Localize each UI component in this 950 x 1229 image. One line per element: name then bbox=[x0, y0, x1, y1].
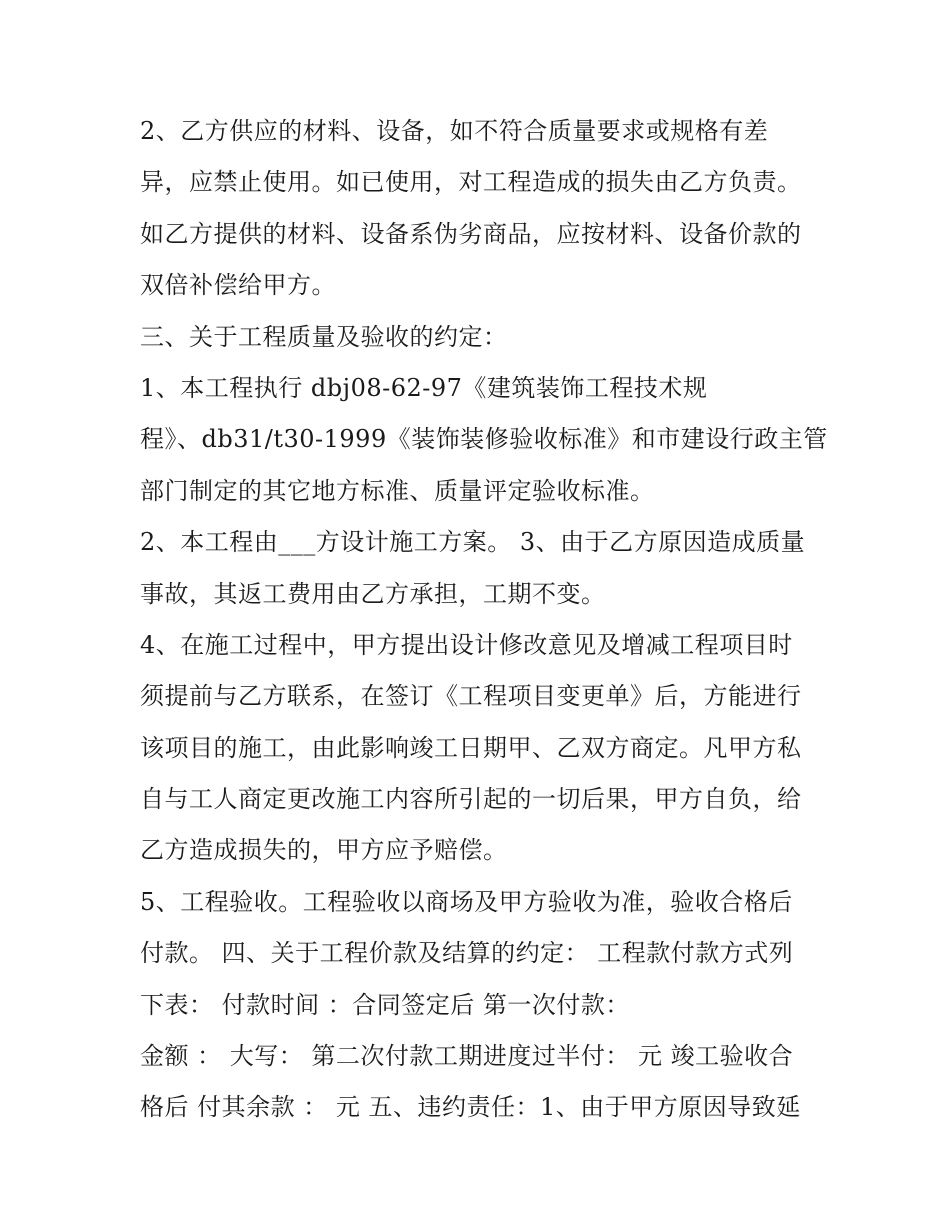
text-line-11: 4、在施工过程中，甲方提出设计修改意见及增减工程项目时 bbox=[140, 630, 793, 659]
text-line-7: 程》、db31/t30-1999《装饰装修验收标准》和市建设行政主管 bbox=[140, 425, 828, 454]
document-body bbox=[140, 106, 830, 1134]
text-line-2: 异，应禁止使用。如已使用，对工程造成的损失由乙方负责。 bbox=[140, 168, 802, 197]
text-line-13: 该项目的施工，由此影响竣工日期甲、乙双方商定。凡甲方私 bbox=[140, 733, 802, 762]
text-line-19: 金额 ： 大写： 第二次付款工期进度过半付： 元 竣工验收合 bbox=[140, 1042, 794, 1071]
text-line-1: 2、乙方供应的材料、设备，如不符合质量要求或规格有差 bbox=[140, 117, 769, 145]
text-line-6: 1、本工程执行 dbj08-62-97《建筑装饰工程技术规 bbox=[140, 373, 708, 402]
section-heading-quality: 三、关于工程质量及验收的约定： bbox=[140, 322, 508, 351]
text-line-4: 双倍补偿给甲方。 bbox=[140, 271, 336, 300]
text-line-14: 自与工人商定更改施工内容所引起的一切后果，甲方自负，给 bbox=[140, 785, 802, 814]
text-line-15: 乙方造成损失的，甲方应予赔偿。 bbox=[140, 836, 508, 865]
text-line-18: 下表： 付款时间 ：合同签定后 第一次付款： bbox=[140, 990, 630, 1019]
text-line-9: 2、本工程由___方设计施工方案。 3、由于乙方原因造成质量 bbox=[140, 528, 806, 557]
text-line-10: 事故，其返工费用由乙方承担，工期不变。 bbox=[140, 579, 606, 608]
text-line-20: 格后 付其余款 ： 元 五、违约责任：1、由于甲方原因导致延 bbox=[140, 1093, 801, 1122]
text-line-16: 5、工程验收。工程验收以商场及甲方验收为准，验收合格后 bbox=[140, 887, 793, 916]
text-line-17: 付款。 四、关于工程价款及结算的约定： 工程款付款方式列 bbox=[140, 939, 794, 968]
text-line-12: 须提前与乙方联系，在签订《工程项目变更单》后，方能进行 bbox=[140, 682, 802, 711]
text-line-3: 如乙方提供的材料、设备系伪劣商品，应按材料、设备价款的 bbox=[140, 219, 802, 248]
text-line-8: 部门制定的其它地方标准、质量评定验收标准。 bbox=[140, 476, 655, 505]
